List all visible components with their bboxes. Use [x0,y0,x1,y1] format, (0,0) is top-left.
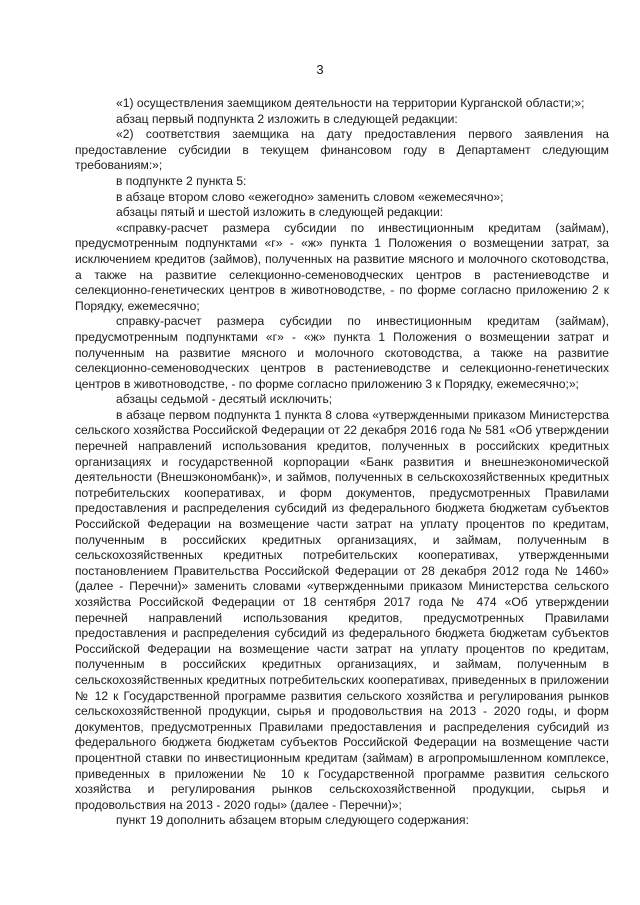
page-number: 3 [316,62,324,77]
paragraph-3: «2) соответствия заемщика на дату предоставления первого заявления на предоставление субсидии в текущем финансовом году в Департамент следующим требованиям:»; [75,127,609,173]
paragraph-1: «1) осуществления заемщиком деятельности на территории Курганской области;»; [116,96,585,110]
paragraph-4: в подпункте 2 пункта 5: [116,173,247,188]
paragraph-10: в абзаце первом подпункта 1 пункта 8 слова «утвержденными приказом Министерства сельского хозяйства Российской Федерации от 22 декабря 2016 года № 581 «Об утверждении перечней направлений использования кредитов, полученных в российских кредитных организациях и государственной корпорации «Банк развития и внешнеэкономической деятельности (Внешэкономбанк)», и займов, полученных в сельскохозяйственных кредитных потребительских кооперативах, и форм документов, предусмотренных Правилами предоставления и распределения субсидий из федерального бюджета бюджетам субъектов Российской Федерации на возмещение части затрат на уплату процентов по кредитам, полученным в российских кредитных организациях, и займам, полученным в сельскохозяйственных кредитных потребительских кооперативах, утвержденными постановлением Правительства Российской Федерации от 28 декабря 2012 года № 1460» (далее - Перечни)» заменить словами «утвержденными приказом Министерства сельского хозяйства Российской Федерации от 18 сентября 2017 года № 474 «Об утверждении перечней направлений использования кредитов, предусмотренных Правилами предоставления и распределения субсидий из федерального бюджета бюджетам субъектов Российской Федерации на возмещение части затрат на уплату процентов по кредитам, полученным в российских кредитных организациях, и займам, полученным в сельскохозяйственных кредитных потребительских кооперативах, приведенных в приложении № 12 к Государственной программе развития сельского хозяйства и регулирования рынков сельскохозяйственной продукции, сырья и продовольствия на 2013 - 2020 годы, и форм документов, предусмотренных Правилами предоставления и распределения субсидий из федерального бюджета бюджетам субъектов Российской Федерации на возмещение части процентной ставки по инвестиционным кредитам (займам) в агропромышленном комплексе, приведенных в приложении № 10 к Государственной программе развития сельского хозяйства и регулирования рынков сельскохозяйственной продукции, сырья и продовольствия на 2013 - 2020 годы» (далее - Перечни)»; [75,407,609,812]
paragraph-8: справку-расчет размера субсидии по инвестиционным кредитам (займам), предусмотренным подпунктами «г» - «ж» пункта 1 Положения о возмещении затрат и полученным на развитие мясного и молочного скотоводства, а также на развитие селекционно-семеноводческих центров в растениеводстве и селекционно-генетических центров в животноводстве, - по форме согласно приложению 3 к Порядку, ежемесячно;»; [75,314,609,391]
document-body [75,96,609,829]
paragraph-11: пункт 19 дополнить абзацем вторым следующего содержания: [116,813,469,828]
paragraph-6: абзацы пятый и шестой изложить в следующей редакции: [116,205,444,220]
paragraph-9: абзацы седьмой - десятый исключить; [116,392,333,407]
paragraph-5: в абзаце втором слово «ежегодно» заменить словом «ежемесячно»; [116,189,504,204]
paragraph-2: абзац первый подпункта 2 изложить в следующей редакции: [116,111,458,126]
paragraph-7: «справку-расчет размера субсидии по инвестиционным кредитам (займам), предусмотренным подпунктами «г» - «ж» пункта 1 Положения о возмещении затрат, за исключением кредитов (займов), полученных на развитие мясного и молочного скотоводства, а также на развитие селекционно-семеноводческих центров в растениеводстве и селекционно-генетических центров в животноводстве, - по форме согласно приложению 2 к Порядку, ежемесячно; [75,220,609,313]
